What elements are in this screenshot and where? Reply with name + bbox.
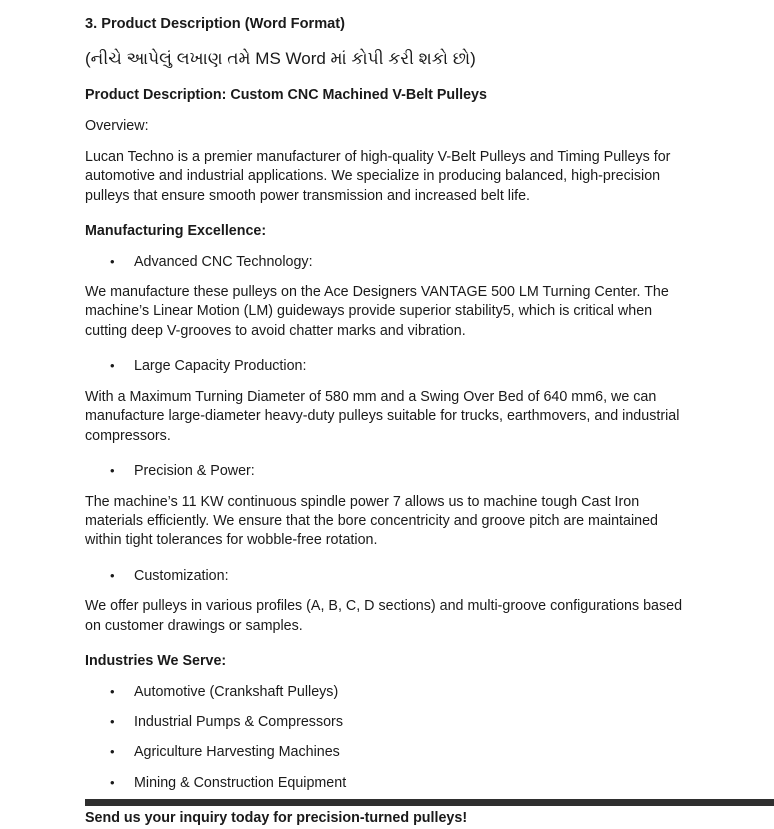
feature-bullet-item [85, 567, 688, 586]
industry-label: Industrial Pumps & Compressors [134, 714, 343, 730]
manufacturing-heading: Manufacturing Excellence: [85, 223, 267, 240]
industry-bullet-item [85, 683, 688, 702]
feature-paragraph: We offer pulleys in various profiles (A, B, C, D sections) and multi-groove configurations based on customer drawings or samples. [85, 598, 683, 634]
feature-paragraph: We manufacture these pulleys on the Ace Designers VANTAGE 500 LM Turning Center. The machine’s Linear Motion (LM) guideways provide superior stability5, which is critical when cutting deep V-grooves to avoid chatter marks and vibration. [85, 284, 669, 339]
bullet-icon: • [110, 358, 115, 374]
industry-label: Automotive (Crankshaft Pulleys) [134, 683, 339, 700]
feature-paragraph: With a Maximum Turning Diameter of 580 mm and a Swing Over Bed of 640 mm6, we can manufacture large-diameter heavy-duty pulleys suitable for trucks, earthmovers, and industrial compressors. [85, 388, 680, 444]
feature-bullet-item [85, 462, 688, 481]
industry-label: Agriculture Harvesting Machines [134, 744, 340, 761]
overview-label: Overview: [85, 118, 149, 135]
industry-bullet-item [85, 743, 688, 762]
feature-label: Large Capacity Production: [134, 358, 307, 375]
bullet-icon: • [110, 683, 115, 699]
feature-label: Customization: [134, 567, 229, 584]
feature-bullet-item [85, 357, 688, 376]
feature-label: Advanced CNC Technology: [134, 253, 313, 270]
closing-line: Send us your inquiry today for precision-turned pulleys! [85, 810, 468, 827]
feature-label: Precision & Power: [134, 463, 255, 480]
gujarati-note: (નીચે આપેલું લખાણ તમે MS Word માં કોપી કરી શકો છો) [85, 48, 476, 68]
product-title: Product Description: Custom CNC Machined V-Belt Pulleys [85, 86, 487, 103]
bullet-icon: • [110, 567, 115, 583]
feature-bullet-item [85, 253, 688, 272]
overview-paragraph: Lucan Techno is a premier manufacturer of high-quality V-Belt Pulleys and Timing Pulleys for automotive and industrial applications. We specialize in producing balanced, high-precision pulleys that ensure smooth power transmission and increased belt life. [85, 148, 671, 204]
bullet-icon: • [110, 744, 115, 760]
industry-bullet-item [85, 774, 688, 793]
bottom-dark-bar [85, 799, 774, 806]
bullet-icon: • [110, 714, 115, 729]
industry-label: Mining & Construction Equipment [134, 774, 347, 791]
industries-heading: Industries We Serve: [85, 653, 227, 670]
bullet-icon: • [110, 463, 115, 479]
feature-paragraph: The machine’s 11 KW continuous spindle power 7 allows us to machine tough Cast Iron materials efficiently. We ensure that the bore concentricity and groove pitch are maintained within tight tolerances for wobble-free rotation. [85, 493, 658, 549]
bullet-icon: • [110, 253, 115, 269]
bullet-icon: • [110, 774, 115, 790]
industry-bullet-item [85, 713, 688, 732]
section-heading: 3. Product Description (Word Format) [85, 16, 346, 32]
